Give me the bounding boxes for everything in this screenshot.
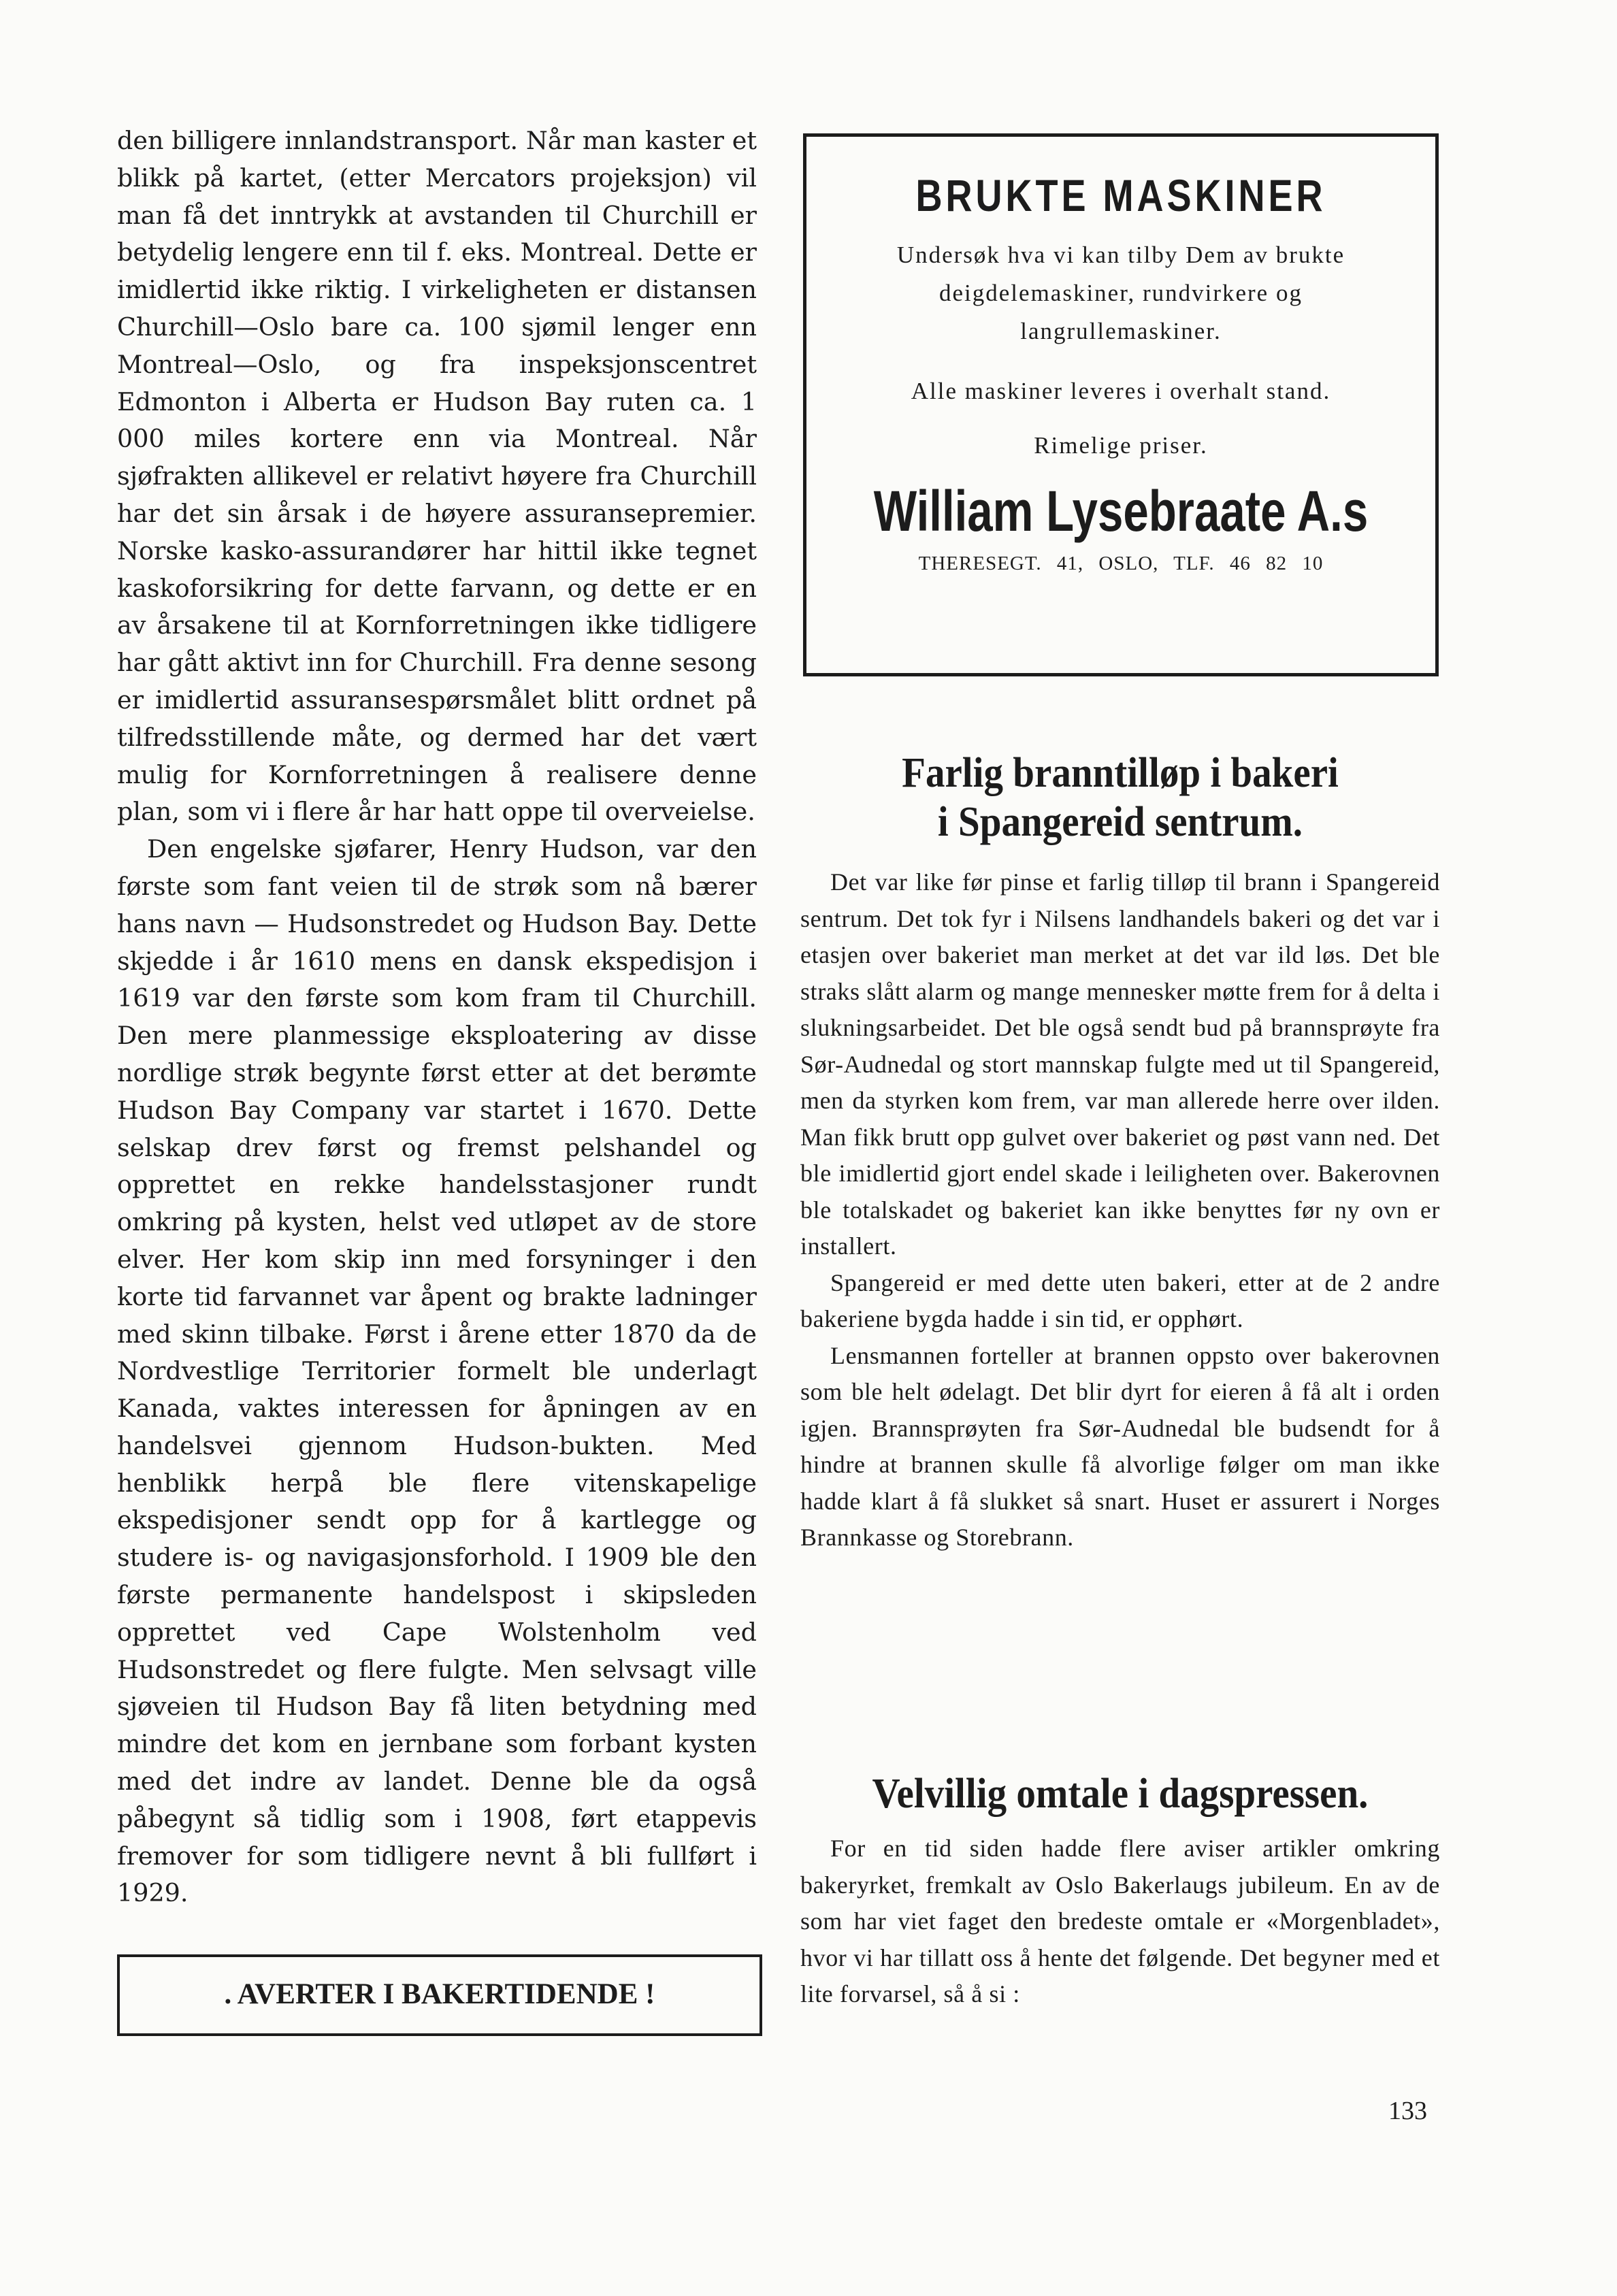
article-body-velvillig [800,1831,1440,2013]
paragraph: Det var like før pinse et farlig tilløp til brann i Spangereid sentrum. Det tok fyr i Nilsens landhandels bakeri og det var i etasjen over bakeriet man merket at det var ild løs. Det ble straks slått alarm og mange mennesker møtte frem for å delta i slukningsarbeidet. Det ble også sendt bud på brannsprøyte fra Sør-Audnedal og stort mannskap fulgte med ut til Spangereid, men da styrken kom frem, var man allerede herre over ilden. Man fikk brutt opp gulvet over bakeriet og pøst vann ned. Det ble imidlertid gjort endel skade i leiligheten over. Bakerovnen ble totalskadet og bakeriet kan ikke benyttes før ny ovn er installert. [800,868,1440,1260]
paragraph: For en tid siden hadde flere aviser artikler omkring bakeryrket, fremkalt av Oslo Bakerlaugs jubileum. En av de som har viet faget den bredeste omtale er «Morgenbladet», hvor vi har tillatt oss å hente det følgende. Det begyner med et lite forvarsel, så å si : [800,1835,1440,2007]
averter-ad-text: . AVERTER I BAKERTIDENDE ! [224,1978,655,2010]
title-line: i Spangereid sentrum. [937,799,1303,845]
paragraph: Spangereid er med dette uten bakeri, etter at de 2 andre bakeriene bygda hadde i sin tid, er opphørt. [800,1268,1440,1332]
title-line: Farlig branntilløp i bakeri [902,750,1339,796]
ad-company-name: William Lysebraate A.s [873,479,1369,543]
article-title-branntillop [826,749,1415,847]
article-body-branntillop [800,864,1440,1556]
advertisement-box [803,133,1439,676]
ad-title: BRUKTE MASKINER [915,170,1326,220]
averter-ad-box [117,1954,762,2036]
left-column [117,122,757,1912]
ad-price-line: Rimelige priser. [1034,432,1208,459]
ad-condition-line: Alle maskiner leveres i overhalt stand. [911,378,1331,404]
ad-address: THERESEGT. 41, OSLO, TLF. 46 82 10 [918,553,1324,574]
article-title-velvillig: Velvillig omtale i dagspressen. [872,1771,1369,1817]
ad-description: Undersøk hva vi kan tilby Dem av brukte deigdelemaskiner, rundvirkere og langrullemaskiner. [896,242,1345,344]
paragraph: Den engelske sjøfarer, Henry Hudson, var den første som fant veien til de strøk som nå bærer hans navn — Hudsonstredet og Hudson Bay. Dette skjedde i år 1610 mens en dansk ekspedisjon i 1619 var den første som kom fram til Churchill. Den mere planmessige eksploatering av disse nordlige strøk begynte først etter at det berømte Hudson Bay Company var startet i 1670. Dette selskap drev først og fremst pelshandel og opprettet en rekke handelsstasjoner rundt omkring på kysten, helst ved utløpet av de store elver. Her kom skip inn med forsyninger i den korte tid farvannet var åpent og brakte ladninger med skinn tilbake. Først i årene etter 1870 da de Nordvestlige Territorier formelt ble underlagt Kanada, vaktes interessen for åpningen av en handelsvei gjennom Hudson-bukten. Med henblikk herpå ble flere vitenskapelige ekspedisjoner sendt opp for å kartlegge og studere is- og navigasjonsforhold. I 1909 ble den første permanente handelspost i skipsleden opprettet ved Cape Wolstenholm ved Hudsonstredet og flere fulgte. Men selvsagt ville sjøveien til Hudson Bay få liten betydning med mindre det kom en jernbane som forbant kysten med det indre av landet. Denne ble da også påbegynt så tidlig som i 1908, ført etappevis fremover for som tidligere nevnt å bli fullført i 1929. [117,834,757,1908]
paragraph: den billigere innlandstransport. Når man kaster et blikk på kartet, (etter Mercators projeksjon) vil man få det inntrykk at avstanden til Churchill er betydelig lengere enn til f. eks. Montreal. Dette er imidlertid ikke riktig. I virkeligheten er distansen Churchill—Oslo bare ca. 100 sjømil lenger enn Montreal—Oslo, og fra inspeksjonscentret Edmonton i Alberta er Hudson Bay ruten ca. 1 000 miles kortere enn via Montreal. Når sjøfrakten allikevel er relativt høyere fra Churchill har det sin årsak i de høyere assuransepremier. Norske kasko-assurandører har hittil ikke tegnet kaskoforsikring for dette farvann, og dette er en av årsakene til at Kornforretningen ikke tidligere har gått aktivt inn for Churchill. Fra denne sesong er imidlertid assuransespørsmålet blitt ordnet på tilfredsstillende måte, og dermed har det vært mulig for Kornforretningen å realisere denne plan, som vi i flere år har hatt oppe til overveielse. [117,126,757,827]
page-number: 133 [1388,2097,1427,2125]
paragraph: Lensmannen forteller at brannen oppsto over bakerovnen som ble helt ødelagt. Det blir dyrt for eieren å få alt i orden igjen. Brannsprøyten fra Sør-Audnedal ble budsendt for å hindre at brannen skulle få alvorlige følger om man ikke hadde klart å få slukket så snart. Huset er assurert i Norges Brannkasse og Storebrann. [800,1341,1440,1551]
